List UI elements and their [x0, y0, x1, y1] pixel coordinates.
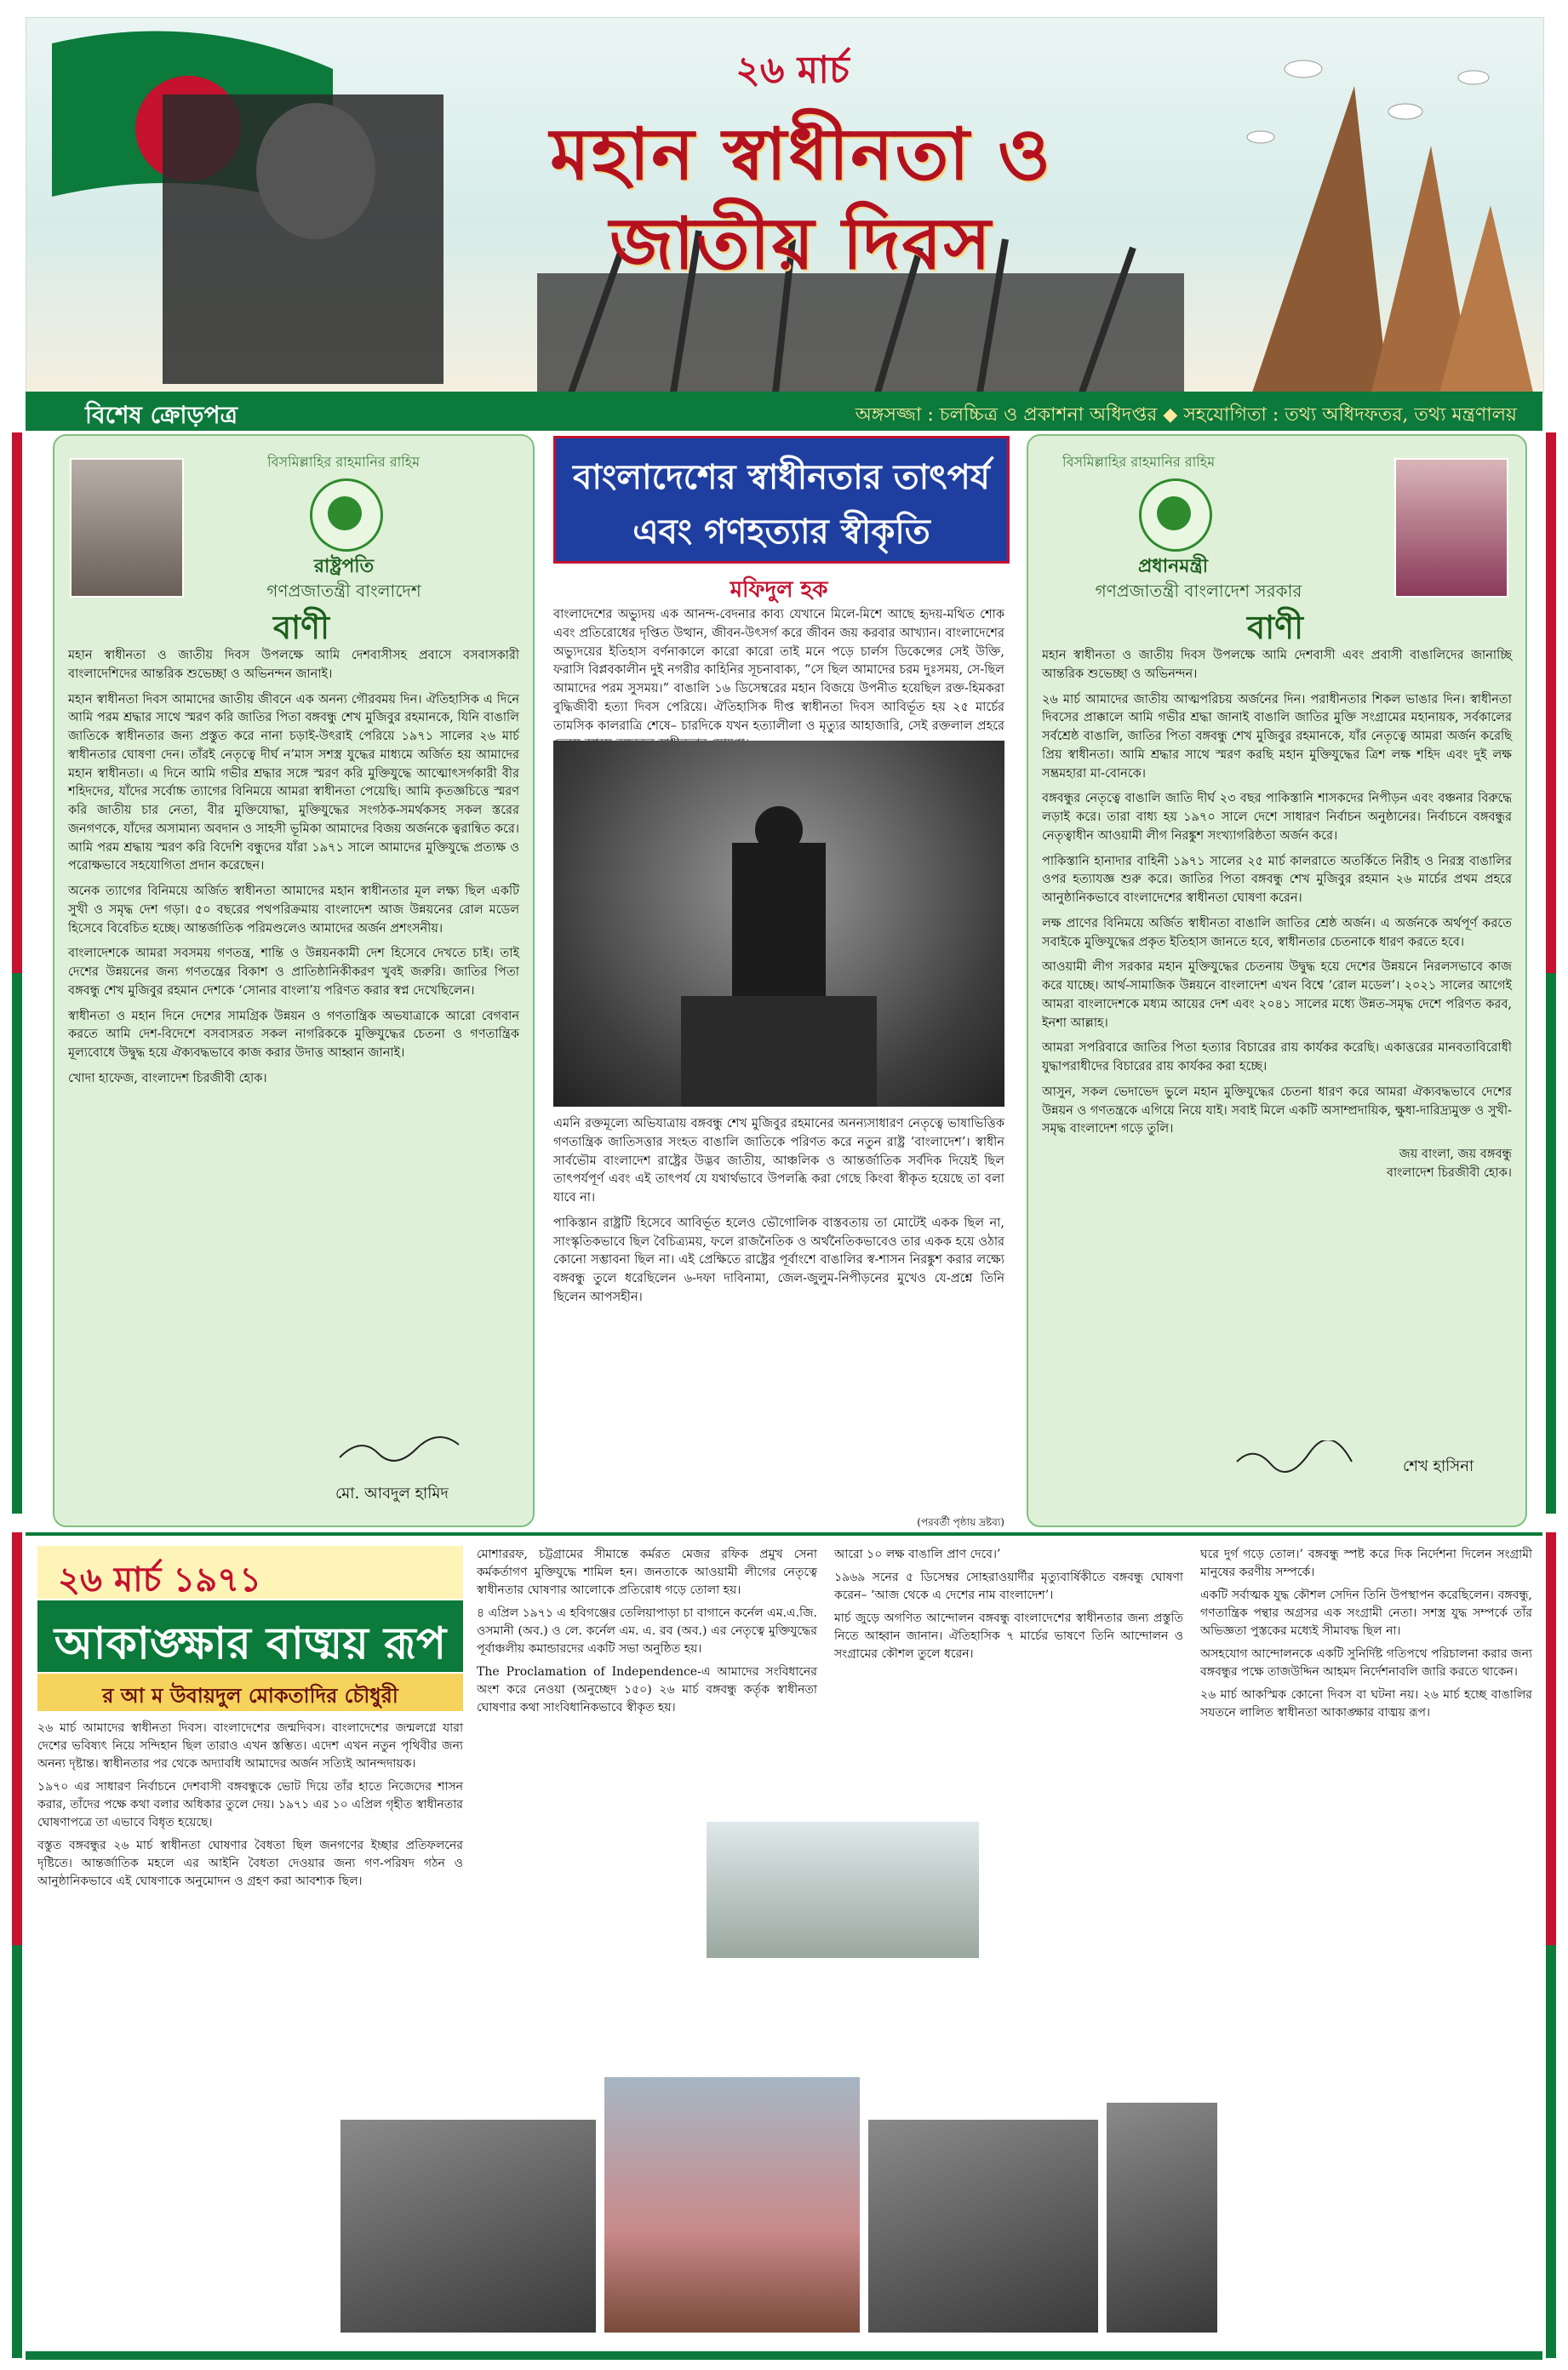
president-body	[68, 647, 519, 1096]
bottom-date-box	[37, 1546, 463, 1599]
bottom-author-box	[37, 1674, 463, 1711]
article-paragraph: The Proclamation of Independence-এ আমাদের সংবিধানের অংশ করে নেওয়া (অনুচ্ছেদ ১৫০) ২৬ মার্চ বঙ্গবন্ধু কর্তৃক স্বাধীনতা ঘোষণার কথা সাংবিধানিকভাবে স্বীকৃত হয়।	[477, 1665, 817, 1715]
wreath-photo	[604, 2077, 860, 2333]
president-portrait	[70, 458, 184, 598]
pm-body	[1042, 647, 1512, 1190]
center-title-box	[553, 436, 1010, 564]
pm-role: প্রধানমন্ত্রী	[1137, 555, 1209, 577]
bottom-author: র আ ম উবায়দুল মোকতাদির চৌধুরী	[102, 1683, 398, 1708]
president-paragraph: মহান স্বাধীনতা ও জাতীয় দিবস উপলক্ষে আমি দেশবাসীসহ প্রবাসে বসবাসকারী বাংলাদেশিদের আন্তরিক শুভেচ্ছা ও অভিনন্দন জানাই।	[68, 649, 519, 681]
pm-signature	[1233, 1440, 1360, 1474]
continued-note: (পরবর্তী পৃষ্ঠায় দ্রষ্টব্য)	[917, 1516, 1004, 1528]
bottom-date: ২৬ মার্চ ১৯৭১	[58, 1560, 262, 1600]
memorial-icon	[1252, 86, 1388, 392]
historic-photo-3	[1107, 2103, 1217, 2333]
header-banner	[26, 17, 1544, 393]
main-title-line1: মহান স্বাধীনতা ও	[550, 112, 1052, 196]
article-paragraph: একটি সর্বাত্মক যুদ্ধ কৌশল সেদিন তিনি উপস্থাপন করেছিলেন। বঙ্গবন্ধু, গণতান্ত্রিক পন্থার অগ্রসর এক সংগ্রামী নেতা। সশস্ত্র যুদ্ধ সম্পর্কে তাঁর অভিজ্ঞতা পুস্তকের মধ্যেই সীমাবদ্ধ ছিল না।	[1200, 1589, 1532, 1638]
article-paragraph: আরো ১০ লক্ষ বাঙালি প্রাণ দেবে।’	[834, 1548, 1001, 1561]
pm-paragraph: পাকিস্তানি হানাদার বাহিনী ১৯৭১ সালের ২৫ মার্চ কালরাতে অতর্কিতে নিরীহ ও নিরস্ত্র বাঙালির ওপর হত্যাযজ্ঞ শুরু করে। জাতির পিতা বঙ্গবন্ধু শেখ মুজিবুর রহমান ২৬ মার্চের প্রথম প্রহরে আনুষ্ঠানিকভাবে বাংলাদেশের স্বাধীনতা ঘোষণা করেন।	[1042, 854, 1512, 905]
president-paragraph: মহান স্বাধীনতা দিবস আমাদের জাতীয় জীবনে এক অনন্য গৌরবময় দিন। ঐতিহাসিক এ দিনে আমি পরম শ্রদ্ধার সাথে স্মরণ করি জাতির পিতা বঙ্গবন্ধু শেখ মুজিবুর রহমানকে, যিনি বাঙালি জাতিকে স্বাধীনতার জন্য প্রস্তুত করে নানা চড়াই-উৎরাই পেরিয়ে ১৯৭১ সালের ২৬ মার্চ স্বাধীনতার ঘোষণা দেন। তাঁরই নেতৃত্বে দীর্ঘ ন’মাস সশস্ত্র যুদ্ধের মাধ্যমে অর্জিত হয় আমাদের মহান স্বাধীনতা। এ দিনে আমি গভীর শ্রদ্ধার সঙ্গে স্মরণ করি মুক্তিযুদ্ধে আত্মোৎসর্গকারী বীর শহিদদের, যাঁদের সর্বোচ্চ ত্যাগের বিনিময়ে আমরা স্বাধীনতা পেয়েছি। আমি কৃতজ্ঞচিত্তে স্মরণ করি জাতীয় চার নেতা, বীর মুক্তিযোদ্ধা, মুক্তিযুদ্ধের সংগঠক-সমর্থকসহ সকল স্তরের জনগণকে, যাঁদের অসামান্য অবদান ও সাহসী ভূমিকা আমাদের বিজয় অর্জনকে ত্বরান্বিত করে। আমি পরম শ্রদ্ধায় স্মরণ করি বিদেশি বন্ধুদের যাঁরা ১৯৭১ সালে আমাদের মুক্তিযুদ্ধে প্রত্যক্ষ ও পরোক্ষভাবে সহযোগিতা প্রদান করেছেন।	[68, 692, 519, 873]
president-paragraph: অনেক ত্যাগের বিনিময়ে অর্জিত স্বাধীনতা আমাদের মহান স্বাধীনতার মূল লক্ষ্য ছিল একটি সুখী ও সমৃদ্ধ দেশ গড়া। ৫০ বছরের পথপরিক্রমায় বাংলাদেশ আজ উন্নয়নের রোল মডেল হিসেবে বিবেচিত হচ্ছে। আন্তর্জাতিক পরিমণ্ডলেও আমাদের অর্জন প্রশংসনীয়।	[68, 884, 519, 936]
credits-text: অঙ্গসজ্জা : চলচ্চিত্র ও প্রকাশনা অধিদপ্তর ◆ সহযোগিতা : তথ্য অধিদফতর, তথ্য মন্ত্রণালয়	[855, 404, 1517, 426]
pm-portrait	[1394, 458, 1508, 598]
pm-paragraph: আমরা সপরিবারে জাতির পিতা হত্যার বিচারের রায় কার্যকর করেছি। একাত্তরের মানবতাবিরোধী যুদ্ধাপরাধীদের বিচারের রায় কার্যকর করা হচ্ছে।	[1042, 1041, 1512, 1073]
center-paragraph: এমনি রক্তমূল্যে অভিযাত্রায় বঙ্গবন্ধু শেখ মুজিবুর রহমানের অনন্যসাধারণ নেতৃত্বে ভাষাভিত্তিক গণতান্ত্রিক জাতিসত্তার সংহত বাঙালি জাতিকে পরিণত করে নতুন রাষ্ট্র ‘বাংলাদেশ’। স্বাধীন সার্বভৌম বাংলাদেশ রাষ্ট্রের উদ্ভব জাতীয়, আঞ্চলিক ও আন্তর্জাতিক সর্বদিক দিয়েই ছিল তাৎপর্যপূর্ণ এবং এই তাৎপর্য যে যথার্থভাবে উপলব্ধি করা গেছে কিংবা স্বীকৃত হয়েছে তা বলা যাবে না।	[553, 1117, 1004, 1205]
pm-emblem-icon	[1139, 478, 1212, 552]
pm-message	[1027, 434, 1527, 1527]
article-paragraph: অসহযোগ আন্দোলনকে একটি সুনির্দিষ্ট গতিপথে পরিচালনা করার জন্য বঙ্গবন্ধুর পক্ষে তাজউদ্দিন আহমদ নির্দেশনাবলি জারি করতে থাকেন।	[1200, 1647, 1532, 1679]
president-emblem-icon	[310, 478, 383, 552]
bismillah-ornament: বিসমিল্লাহির রাহমানির রাহিম	[267, 454, 421, 470]
bottom-column-2	[477, 1546, 817, 1722]
president-paragraph: খোদা হাফেজ, বাংলাদেশ চিরজীবী হোক।	[68, 1071, 267, 1085]
pm-paragraph: লক্ষ প্রাণের বিনিময়ে অর্জিত স্বাধীনতা বাঙালি জাতির শ্রেষ্ঠ অর্জন। এ অর্জনকে অর্থপূর্ণ করতে সবাইকে মুক্তিযুদ্ধের প্রকৃত ইতিহাস জানতে হবে, স্বাধীনতার চেতনাকে ধারণ করতে হবে।	[1042, 916, 1512, 949]
article-paragraph: মোশাররফ, চট্টগ্রামের সীমান্তে কর্মরত মেজর রফিক প্রমুখ সেনা কর্মকর্তাগণ মুক্তিযুদ্ধে শামিল হন। জনতাকে আওয়ামী লীগের নেতৃত্বে স্বাধীনতার ঘোষণার আলোকে প্রতিরোধ গড়ে তোলা হয়।	[477, 1548, 817, 1597]
rally-photo-art	[553, 741, 1004, 1107]
president-signature	[335, 1432, 463, 1466]
main-title-line2: জাতীয় দিবস	[609, 201, 993, 285]
supplement-label: বিশেষ ক্রোড়পত্র	[85, 401, 238, 429]
bottom-column-3	[834, 1546, 1183, 1669]
bottom-column-1	[37, 1720, 463, 1896]
article-paragraph: ১৯৬৯ সনের ৫ ডিসেম্বর সোহরাওয়ার্দীর মৃত্যুবার্ষিকীতে বঙ্গবন্ধু ঘোষণা করেন– ‘আজ থেকে এ দেশের নাম বাংলাদেশ’।	[834, 1571, 1183, 1602]
president-name: মো. আবদুল হামিদ	[335, 1485, 449, 1503]
article-paragraph: ঘরে দুর্গ গড়ে তোল।’ বঙ্গবন্ধু স্পষ্ট করে দিক নির্দেশনা দিলেন সংগ্রামী মানুষের করণীয় সম্পর্কে।	[1200, 1548, 1532, 1579]
pm-name: শেখ হাসিনা	[1403, 1457, 1474, 1475]
bismillah-ornament: বিসমিল্লাহির রাহমানির রাহিম	[1062, 454, 1216, 470]
bottom-strip	[26, 2351, 1542, 2360]
date-title: ২৬ মার্চ	[735, 49, 850, 92]
article-paragraph: ২৬ মার্চ আকস্মিক কোনো দিবস বা ঘটনা নয়। ২৬ মার্চ হচ্ছে বাঙালির সযতনে লালিত স্বাধীনতা আকাঙ্ক্ষার বাঙ্ময় রূপ।	[1200, 1688, 1532, 1720]
center-paragraph: পাকিস্তান রাষ্ট্রটি হিসেবে আবির্ভূত হলেও ভৌগোলিক বাস্তবতায় তা মোটেই একক ছিল না, সাংস্কৃতিকভাবে ছিল বৈচিত্র্যময়, ফলে রাজনৈতিক ও অর্থনৈতিকভাবেও তার একক হয়ে ওঠার কোনো সম্ভাবনা ছিল না। এই প্রেক্ষিতে রাষ্ট্রের পূর্বাংশে বাঙালির স্ব-শাসন নিরঙ্কুশ করার লক্ষ্যে বঙ্গবন্ধু তুলে ধরেছিলেন ৬-দফা দাবিনামা, জেল-জুলুম-নিপীড়নের মুখেও যে-প্রশ্নে তিনি ছিলেন আপসহীন।	[553, 1216, 1004, 1304]
pm-paragraph: আসুন, সকল ভেদাভেদ ভুলে মহান মুক্তিযুদ্ধের চেতনা ধারণ করে আমরা ঐক্যবদ্ধভাবে দেশের উন্নয়ন ও গণতন্ত্রকে এগিয়ে নিয়ে যাই। সবাই মিলে একটি অসাম্প্রদায়িক, ক্ষুধা-দারিদ্র্যমুক্ত ও সুখী-সমৃদ্ধ বাংলাদেশ গড়ে তুলি।	[1042, 1085, 1512, 1136]
center-title-line2: এবং গণহত্যার স্বীকৃতি	[632, 512, 930, 552]
president-message	[53, 434, 535, 1527]
president-role: রাষ্ট্রপতি	[313, 555, 375, 577]
center-intro: বাংলাদেশের অভ্যুদয় এক আনন্দ-বেদনার কাব্য যেখানে মিলে-মিশে আছে হৃদয়-মথিত শোক এবং প্রতিরোধের দৃপ্তিত উত্থান, জীবন-উৎসর্গ করে জীবন জয় করবার আখ্যান। বাংলাদেশের অভ্যুদয়ের ইতিহাস বর্ণনাকালে কারো কারো তাই মনে পড়ে চার্লস ডিকেন্সের সেই উক্তি, ফরাসি বিপ্লবকালীন দুই নগরীর কাহিনির সূচনাবাক্য, “সে ছিল আমাদের চরম দুঃসময়, সে-ছিল আমাদের পরম সুসময়।” বাঙালি ১৬ ডিসেম্বরের মহান বিজয়ে উপনীত হয়েছিল রক্ত-হিমকরা বুদ্ধিজীবী হত্যা দিবস পেরিয়ে। ঐতিহাসিক দীপ্ত স্বাধীনতা দিবস আবির্ভূত হয় ২৫ মার্চের তামসিক কালরাত্রি শেষে– চারদিকে যখন হত্যালীলা ও মৃত্যুর আহাজারি, সেই রক্তলাল প্রহরে	[553, 608, 1004, 733]
pm-paragraph: ২৬ মার্চ আমাদের জাতীয় আত্মপরিচয় অর্জনের দিন। পরাধীনতার শিকল ভাঙার দিন। স্বাধীনতা দিবসের প্রাক্কালে আমি গভীর শ্রদ্ধা জানাই বাঙালি জাতির মুক্তি সংগ্রামের মহানায়ক, সর্বকালের সর্বশ্রেষ্ঠ বাঙালি, জাতির পিতা বঙ্গবন্ধু শেখ মুজিবুর রহমানকে, যাঁর নেতৃত্বে আমরা অর্জন করেছি প্রিয় স্বাধীনতা। আমি শ্রদ্ধার সাথে স্মরণ করছি মহান মুক্তিযুদ্ধের ত্রিশ লক্ষ শহিদ এবং দুই লক্ষ সম্ভ্রমহারা মা-বোনকে।	[1042, 692, 1512, 781]
pm-closing: বাংলাদেশ চিরজীবী হোক।	[1386, 1165, 1512, 1180]
president-paragraph: বাংলাদেশকে আমরা সবসময় গণতন্ত্র, শান্তি ও উন্নয়নকামী দেশ হিসেবে দেখতে চাই। তাই দেশের উন্নয়নের জন্য গণতন্ত্রের বিকাশ ও প্রাতিষ্ঠানিকীকরণ খুবই জরুরি। জাতির পিতা বঙ্গবন্ধু শেখ মুজিবুর রহমান দেশকে ‘সোনার বাংলা’য় পরিণত করার স্বপ্ন দেখেছিলেন।	[68, 947, 519, 998]
dove-icons	[1247, 60, 1489, 143]
frame-right-bar	[1546, 432, 1556, 1514]
article-paragraph: ১৯৭০ এর সাধারণ নির্বাচনে দেশবাসী বঙ্গবন্ধুকে ভোট দিয়ে তাঁর হাতে নিজেদের শাসন করার, তাঁদের পক্ষে কথা বলার অধিকার তুলে দেয়। ১৯৭১ এর ১০ এপ্রিল গৃহীত স্বাধীনতার ঘোষণাপত্রে তা এভাবে বিধৃত হয়েছে।	[37, 1780, 463, 1829]
article-paragraph: মার্চ জুড়ে অগণিত আন্দোলন বঙ্গবন্ধু বাংলাদেশের স্বাধীনতার জন্য প্রস্তুতি নিতে আহ্বান জানান। ঐতিহাসিক ৭ মার্চের ভাষণে তিনি আন্দোলন ও সংগ্রামের কৌশল তুলে ধরেন।	[834, 1611, 1183, 1661]
memorial-photo	[707, 1822, 979, 1958]
article-paragraph: ২৬ মার্চ আমাদের স্বাধীনতা দিবস। বাংলাদেশের জন্মদিবস। বাংলাদেশের জন্মলগ্নে যারা দেশের ভবিষ্যৎ নিয়ে সন্দিহান ছিল তারাও এখন স্তম্ভিত। এদেশ এখন নতুন পৃথিবীর জন্য অনন্য দৃষ্টান্ত। স্বাধীনতার পর থেকে অদ্যাবধি আমাদের অর্জন সত্যিই আনন্দদায়ক।	[37, 1721, 463, 1771]
historic-photo-1	[340, 2120, 596, 2333]
bottom-title-box	[37, 1600, 463, 1672]
bottom-frame-right	[1546, 1532, 1556, 2358]
pm-paragraph: মহান স্বাধীনতা ও জাতীয় দিবস উপলক্ষে আমি দেশবাসী এবং প্রবাসী বাঙালিদের জানাচ্ছি আন্তরিক শুভেচ্ছা ও অভিনন্দন।	[1042, 649, 1512, 681]
pm-paragraph: বঙ্গবন্ধুর নেতৃত্বে বাঙালি জাতি দীর্ঘ ২৩ বছর পাকিস্তানি শাসকদের নিপীড়ন এবং বঞ্চনার বিরুদ্ধে লড়াই করে। তারা বাধ্য হয় ১৯৭০ সালে দেশে সাধারণ নির্বাচন অনুষ্ঠানের। নির্বাচনে বঙ্গবন্ধুর নেতৃত্বাধীন আওয়ামী লীগ নিরঙ্কুশ সংখ্যাগরিষ্ঠতা অর্জন করে।	[1042, 792, 1512, 843]
president-heading: বাণী	[272, 608, 330, 646]
pm-office: গণপ্রজাতন্ত্রী বাংলাদেশ সরকার	[1095, 581, 1302, 601]
article-paragraph: বস্তুত বঙ্গবন্ধুর ২৬ মার্চ স্বাধীনতা ঘোষণার বৈধতা ছিল জনগণের ইচ্ছার প্রতিফলনের দৃষ্টিতে। আন্তর্জাতিক মহলে এর আইনি বৈধতা দেওয়ার জন্য গণ-পরিষদ গঠন ও আনুষ্ঠানিকভাবে এই ঘোষণাকে অনুমোদন ও গ্রহণ করা আবশ্যক ছিল।	[37, 1839, 463, 1888]
bottom-frame-left	[12, 1532, 22, 2358]
rally-photo	[553, 741, 1004, 1107]
center-title-line1: বাংলাদেশের স্বাধীনতার তাৎপর্য	[573, 457, 990, 497]
bottom-title: আকাঙ্ক্ষার বাঙ্ময় রূপ	[54, 1617, 447, 1669]
pm-paragraph: আওয়ামী লীগ সরকার মহান মুক্তিযুদ্ধের চেতনায় উদ্বুদ্ধ হয়ে দেশের উন্নয়নে নিরলসভাবে কাজ করে যাচ্ছে। আর্থ-সামাজিক উন্নয়নে বাংলাদেশ এখন বিশ্বে ‘রোল মডেল’। ২০২১ সালের আগেই আমরা বাংলাদেশকে মধ্যম আয়ের দেশ এবং ২০৪১ সালের মধ্যে উন্নত-সমৃদ্ধ দেশে পরিণত করব, ইনশা আল্লাহ।	[1042, 960, 1512, 1030]
president-paragraph: স্বাধীনতা ও মহান দিনে দেশের সামগ্রিক উন্নয়ন ও গণতান্ত্রিক অভযাত্রাকে আরো বেগবান করতে আমি দেশ-বিদেশে বসবাসরত সকল নাগরিককে মুক্তিযুদ্ধের চেতনা ও গণতান্ত্রিক মূল্যবোধে উদ্বুদ্ধ হয়ে ঐক্যবদ্ধভাবে কাজ করার উদাত্ত আহ্বান জানাই।	[68, 1009, 519, 1060]
leader-head	[256, 103, 375, 239]
pm-heading: বাণী	[1246, 608, 1304, 646]
frame-left-bar	[12, 432, 22, 1514]
bottom-column-4	[1200, 1546, 1532, 1727]
historic-photo-2	[868, 2120, 1098, 2333]
article-paragraph: ৪ এপ্রিল ১৯৭১ এ হবিগঞ্জের তেলিয়াপাড়া চা বাগানে কর্নেল এম.এ.জি. ওসমানী (অব.) ও লে. কর্নেল এম. এ. রব (অব.) এর নেতৃত্বে মুক্তিযুদ্ধের পূর্বাঞ্চলীয় কমান্ডারদের একটি সভা অনুষ্ঠিত হয়।	[477, 1606, 817, 1656]
pm-closing: জয় বাংলা, জয় বঙ্গবন্ধু	[1399, 1148, 1512, 1161]
center-body	[553, 1115, 1004, 1314]
center-author: মফিদুল হক	[730, 577, 828, 603]
president-office: গণপ্রজাতন্ত্রী বাংলাদেশ	[266, 581, 421, 601]
credit-strip	[26, 392, 1542, 431]
